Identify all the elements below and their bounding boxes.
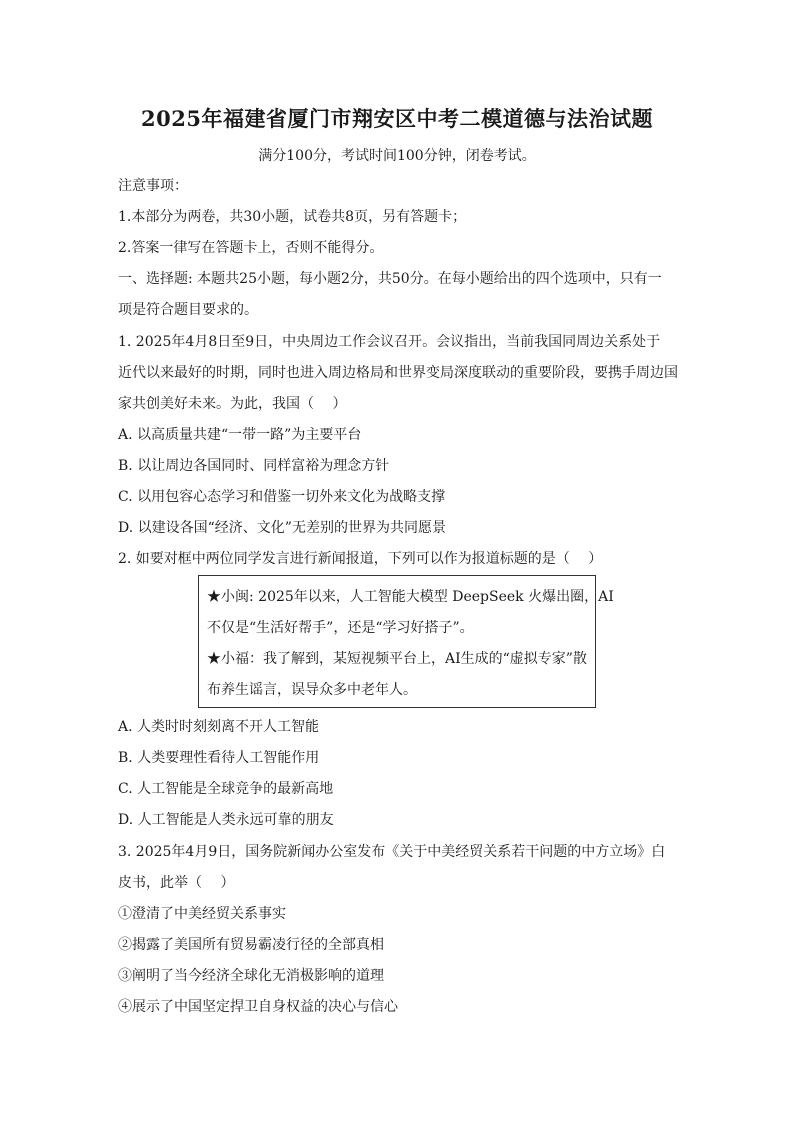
q1-stem-line-1: 1. 2025年4月8日至9日，中央周边工作会议召开。会议指出，当前我国同周边关系处于: [118, 334, 661, 350]
notes-item-1: 1.本部分为两卷，共30小题，试卷共8页，另有答题卡；: [118, 209, 467, 225]
q3-stem-line-2: 皮书，此举（ ）: [118, 875, 235, 891]
q1-option-c: C. 以用包容心态学习和借鉴一切外来文化为战略支撑: [118, 489, 446, 505]
q2-option-b: B. 人类要理性看待人工智能作用: [118, 750, 320, 766]
q2-stem: 2. 如要对框中两位同学发言进行新闻报道，下列可以作为报道标题的是（ ）: [118, 551, 603, 567]
q3-statement-4: ④展示了中国坚定捍卫自身权益的决心与信心: [118, 999, 398, 1015]
q3-stem-line-1: 3. 2025年4月9日，国务院新闻办公室发布《关于中美经贸关系若干问题的中方立场》白: [118, 844, 666, 860]
section-heading-line-2: 项是符合题目要求的。: [118, 302, 258, 318]
q3-statement-2: ②揭露了美国所有贸易霸凌行径的全部真相: [118, 937, 384, 953]
q2-option-c: C. 人工智能是全球竞争的最新高地: [118, 781, 334, 797]
q3-statement-1: ①澄清了中美经贸关系事实: [118, 906, 286, 922]
q2-quote-box: [198, 575, 614, 708]
notes-heading: 注意事项：: [118, 178, 188, 194]
q2-box-line-1: ★小闽: 2025年以来，人工智能大模型 DeepSeek 火爆出圈，AI: [207, 589, 614, 605]
q1-option-d: D. 以建设各国“经济、文化”无差别的世界为共同愿景: [118, 520, 446, 536]
q2-box-line-2: 不仅是“生活好帮手”，还是“学习好搭子”。: [207, 620, 474, 636]
page-title: 2025年福建省厦门市翔安区中考二模道德与法治试题: [141, 106, 653, 131]
q2-option-a: A. 人类时时刻刻离不开人工智能: [118, 719, 320, 735]
section-heading-line-1: 一、选择题: 本题共25小题，每小题2分，共50分。在每小题给出的四个选项中，只有一: [118, 271, 662, 287]
q2-box-line-3: ★小福：我了解到，某短视频平台上，AI生成的“虚拟专家”散: [207, 651, 587, 667]
q3-statement-3: ③阐明了当今经济全球化无消极影响的道理: [118, 968, 384, 984]
exam-instructions-subtitle: 满分100分，考试时间100分钟，闭卷考试。: [258, 148, 536, 164]
q2-option-d: D. 人工智能是人类永远可靠的朋友: [118, 812, 334, 828]
q1-option-b: B. 以让周边各国同时、同样富裕为理念方针: [118, 458, 390, 474]
q1-stem-line-2: 近代以来最好的时期，同时也进入周边格局和世界变局深度联动的重要阶段，要携手周边国: [118, 365, 678, 381]
q1-stem-line-3: 家共创美好未来。为此，我国（ ）: [118, 396, 347, 412]
q1-option-a: A. 以高质量共建“一带一路”为主要平台: [118, 427, 362, 443]
notes-item-2: 2.答案一律写在答题卡上，否则不能得分。: [118, 240, 384, 256]
q2-box-line-4: 布养生谣言，误导众多中老年人。: [207, 682, 417, 698]
